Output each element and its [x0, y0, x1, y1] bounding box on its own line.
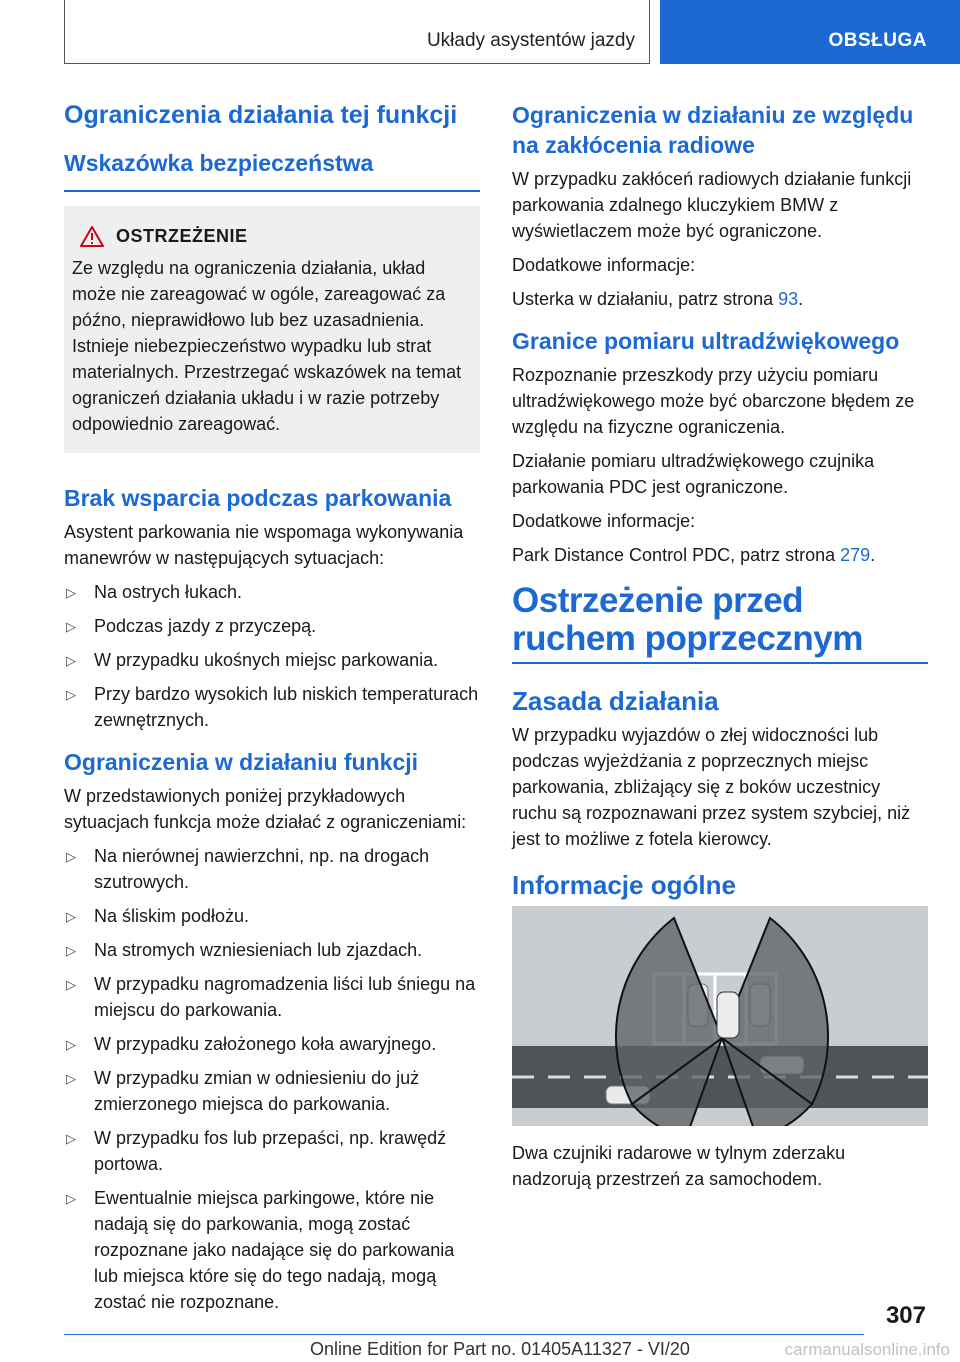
- triangle-bullet-icon: ▷: [66, 585, 76, 600]
- list-item: ▷ W przypadku założonego koła awaryjnego.: [64, 1031, 480, 1057]
- list-item: ▷ W przypadku ukośnych miejsc parkowania.: [64, 647, 480, 673]
- triangle-bullet-icon: ▷: [66, 653, 76, 668]
- list-item: ▷ Na śliskim podłożu.: [64, 903, 480, 929]
- left-column: [64, 100, 480, 1329]
- triangle-bullet-icon: ▷: [66, 1037, 76, 1052]
- principle-section: [512, 686, 928, 852]
- list-item: ▷ W przypadku nagromadzenia liści lub śniegu na miejscu do parkowania.: [66, 974, 476, 1020]
- section-title: Układy asystentów jazdy: [426, 30, 635, 51]
- ultrasonic-text-2: Działanie pomiaru ultradźwiękowego czujnika parkowania PDC jest ograniczone.: [512, 451, 875, 497]
- radio-section: [512, 100, 928, 312]
- limits-section: [64, 747, 480, 1315]
- warning-header: [80, 226, 470, 247]
- list-item: ▷ W przypadku zmian w odniesieniu do już zmierzonego miejsca do parkowania.: [66, 1068, 420, 1114]
- header-frame: [64, 0, 650, 64]
- triangle-bullet-icon: ▷: [66, 1131, 76, 1146]
- radio-more: Dodatkowe informacje:: [512, 255, 696, 275]
- triangle-bullet-icon: ▷: [66, 1071, 76, 1086]
- subheading-limits: Ograniczenia w działaniu funkcji: [64, 749, 419, 775]
- triangle-bullet-icon: ▷: [66, 687, 76, 702]
- list-item: ▷ Przy bardzo wysokich lub niskich temperaturach zewnętrznych.: [66, 684, 479, 730]
- triangle-bullet-icon: ▷: [66, 619, 76, 634]
- ultrasonic-text-1: Rozpoznanie przeszkody przy użyciu pomiaru ultradźwiękowego może być obarczone błędem ze względu na fizyczne ograniczenia.: [512, 365, 915, 437]
- list-item: ▷ Na stromych wzniesieniach lub zjazdach.: [64, 937, 480, 963]
- triangle-bullet-icon: ▷: [66, 909, 76, 924]
- ultrasonic-section: [512, 326, 928, 568]
- triangle-bullet-icon: ▷: [66, 977, 76, 992]
- radar-illustration: [512, 906, 928, 1126]
- warning-icon: [80, 226, 104, 247]
- section-heading-limits: Ograniczenia działania tej funkcji: [64, 101, 458, 129]
- warning-box: [64, 206, 480, 453]
- figure-caption: Dwa czujniki radarowe w tylnym zderzaku nadzorują przestrzeń za samochodem.: [512, 1143, 846, 1189]
- subheading-general: Informacje ogólne: [512, 870, 736, 900]
- subheading-principle: Zasada działania: [512, 686, 719, 716]
- list-item: ▷ W przypadku fos lub przepaści, np. krawędź portowa.: [66, 1128, 447, 1174]
- list-item: ▷ Na ostrych łukach.: [64, 579, 480, 605]
- page-link-279[interactable]: 279: [840, 545, 871, 565]
- principle-text: W przypadku wyjazdów o złej widoczności lub podczas wyjeżdżania z poprzecznych miejsc parkowania, zbliżający się z boków uczestnicy ruchu są rozpoznawani przez system szybciej, niż jest to możliwe z fotela kierowcy.: [512, 725, 911, 849]
- radio-text: W przypadku zakłóceń radiowych działanie funkcji parkowania zdalnego kluczykiem BMW z wyświetlaczem może być ograniczone.: [512, 169, 912, 241]
- subheading-radio: Ograniczenia w działaniu ze względu na zakłócenia radiowe: [512, 102, 914, 158]
- chapter-tab-label: OBSŁUGA: [828, 30, 927, 51]
- limits-intro: W przedstawionych poniżej przykładowych sytuacjach funkcja może działać z ograniczeniami:: [64, 786, 467, 832]
- radio-reference: Usterka w działaniu, patrz strona 93.: [512, 289, 804, 309]
- limits-list: [64, 843, 480, 1315]
- edition-info: Online Edition for Part no. 01405A11327 - VI/20: [310, 1339, 690, 1359]
- page-number: 307: [885, 1302, 926, 1329]
- chapter-tab[interactable]: [660, 0, 960, 64]
- triangle-bullet-icon: ▷: [66, 943, 76, 958]
- subheading-safety: Wskazówka bezpieczeństwa: [64, 148, 480, 192]
- list-item: ▷ Podczas jazdy z przyczepą.: [64, 613, 480, 639]
- radar-diagram: [512, 906, 928, 1126]
- triangle-bullet-icon: ▷: [66, 1191, 76, 1206]
- general-section: [512, 870, 928, 1192]
- right-column: [512, 100, 928, 1206]
- warning-text: Ze względu na ograniczenia działania, układ może nie zareagować w ogóle, zareagować za późno, nieprawidłowo lub bez uzasadnienia. Istnieje niebezpieczeństwo wypadku lub strat materialnych. Przestrzegać wskazówek na temat ograniczeń działania układu i w razie potrzeby odpowiednio zareagować.: [72, 258, 462, 434]
- ultrasonic-more: Dodatkowe informacje:: [512, 511, 696, 531]
- footer-divider: [64, 1334, 864, 1335]
- page-link-93[interactable]: 93: [778, 289, 799, 309]
- triangle-bullet-icon: ▷: [66, 849, 76, 864]
- subheading-ultrasonic: Granice pomiaru ultradźwiękowego: [512, 328, 900, 354]
- ultrasonic-reference: Park Distance Control PDC, patrz strona 279.: [512, 545, 876, 565]
- no-support-section: [64, 483, 480, 733]
- list-item: ▷ Ewentualnie miejsca parkingowe, które nie nadają się do parkowania, mogą zostać rozpoznane jako nadające się do parkowania lub miejsca które się do tego nadają, mogą zostać nie rozpoznane.: [66, 1188, 455, 1312]
- subheading-no-support: Brak wsparcia podczas parkowania: [64, 485, 452, 511]
- chapter-heading: Ostrzeżenie przed ruchem poprzecznym: [512, 582, 928, 664]
- warning-title: OSTRZEŻENIE: [116, 226, 248, 246]
- list-item: ▷ Na nierównej nawierzchni, np. na drogach szutrowych.: [66, 846, 430, 892]
- no-support-list: [64, 579, 480, 733]
- watermark: carmanualsonline.info: [784, 1340, 950, 1359]
- no-support-intro: Asystent parkowania nie wspomaga wykonywania manewrów w następujących sytuacjach:: [64, 522, 464, 568]
